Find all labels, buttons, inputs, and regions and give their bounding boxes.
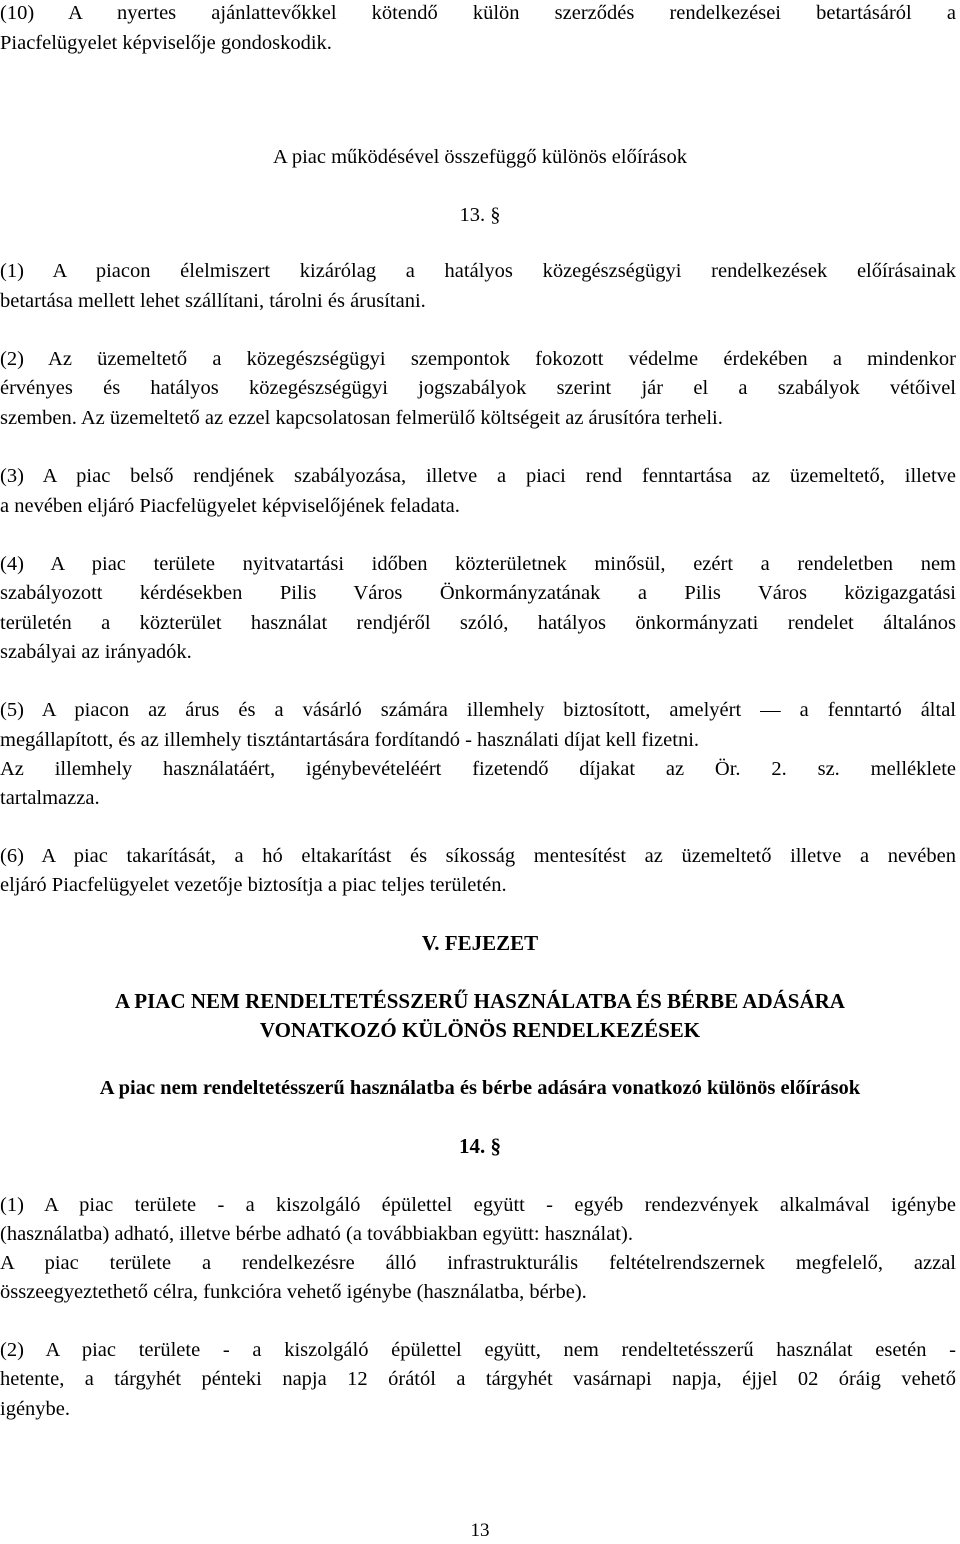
sec13-p4-line-4: szabályai az irányadók. <box>0 641 192 663</box>
sec13-p6-line-2: eljáró Piacfelügyelet vezetője biztosítja a piac teljes területén. <box>0 874 507 896</box>
sec14-p1-line-3: A piac területe a rendelkezésre álló infrastrukturális feltételrendszernek megfelelő, azzal <box>0 1252 956 1274</box>
sec14-p2-line-3: igénybe. <box>0 1398 71 1420</box>
sec13-p3-line-1: (3) A piac belső rendjének szabályozása, illetve a piaci rend fenntartása az üzemeltető, illetve <box>0 465 956 487</box>
chapter-heading: A piac nem rendeltetésszerű használatba és bérbe adására vonatkozó különös előírások <box>99 1077 861 1099</box>
sec14-p1-line-2: (használatba) adható, illetve bérbe adható (a továbbiakban együtt: használat). <box>0 1223 633 1245</box>
chapter-subtitle-line-1: A PIAC NEM RENDELTETÉSSZERŰ HASZNÁLATBA ÉS BÉRBE ADÁSÁRA <box>115 989 845 1013</box>
sec14-p1-line-1: (1) A piac területe - a kiszolgáló épülettel együtt - egyéb rendezvények alkalmával igénybe <box>0 1194 956 1216</box>
sec13-p2-line-1: (2) Az üzemeltető a közegészségügyi szempontok fokozott védelme érdekében a mindenkor <box>0 348 956 370</box>
sec13-p5-line-1: (5) A piacon az árus és a vásárló számára illemhely biztosított, amelyért — a fenntartó által <box>0 699 956 721</box>
sec14-p2-line-2: hetente, a tárgyhét pénteki napja 12 órától a tárgyhét vasárnapi napja, éjjel 02 óráig vehető <box>0 1368 956 1390</box>
sec13-p2-line-2: érvényes és hatályos közegészségügyi jogszabályok szerint jár el a szabályok vétőivel <box>0 377 956 399</box>
sec13-p3-line-2: a nevében eljáró Piacfelügyelet képviselőjének feladata. <box>0 495 460 517</box>
section-13-heading: A piac működésével összefüggő különös előírások <box>273 146 687 168</box>
sec13-p5-line-2: megállapított, és az illemhely tisztántartására fordítandó - használati díjat kell fizetni. <box>0 729 700 751</box>
sec13-p6-line-1: (6) A piac takarítását, a hó eltakarítást és síkosság mentesítést az üzemeltető illetve a nevében <box>0 845 956 867</box>
sec14-p1-line-4: összeegyeztethető célra, funkcióra vehető igénybe (használatba, bérbe). <box>0 1281 587 1303</box>
sec13-p1-line-1: (1) A piacon élelmiszert kizárólag a hatályos közegészségügyi rendelkezések előírásainak <box>0 260 956 282</box>
sec13-p4-line-2: szabályozott kérdésekben Pilis Város Önkormányzatának a Pilis Város közigazgatási <box>0 582 956 604</box>
sec13-p4-line-3: területén a közterület használat rendjéről szóló, hatályos önkormányzati rendelet általános <box>0 612 956 634</box>
sec14-p2-line-1: (2) A piac területe - a kiszolgáló épülettel együtt, nem rendeltetésszerű használat esetén - <box>0 1339 956 1361</box>
sec13-p4-line-1: (4) A piac területe nyitvatartási időben közterületnek minősül, ezért a rendeletben nem <box>0 553 956 575</box>
section-14-number: 14. § <box>459 1134 501 1158</box>
section-13-number: 13. § <box>459 204 501 226</box>
sec13-p5-line-3: Az illemhely használatáért, igénybevételéért fizetendő díjakat az Ör. 2. sz. melléklete <box>0 758 956 780</box>
chapter-title: V. FEJEZET <box>421 931 539 955</box>
paragraph-10-line-1: (10) A nyertes ajánlattevőkkel kötendő külön szerződés rendelkezései betartásáról a <box>0 2 956 24</box>
page-number: 13 <box>470 1520 490 1541</box>
sec13-p1-line-2: betartása mellett lehet szállítani, tárolni és árusítani. <box>0 290 426 312</box>
chapter-subtitle-line-2: VONATKOZÓ KÜLÖNÖS RENDELKEZÉSEK <box>259 1018 701 1042</box>
paragraph-10-line-2: Piacfelügyelet képviselője gondoskodik. <box>0 32 332 54</box>
sec13-p5-line-4: tartalmazza. <box>0 787 100 809</box>
sec13-p2-line-3: szemben. Az üzemeltető az ezzel kapcsolatosan felmerülő költségeit az árusítóra terheli. <box>0 407 723 429</box>
